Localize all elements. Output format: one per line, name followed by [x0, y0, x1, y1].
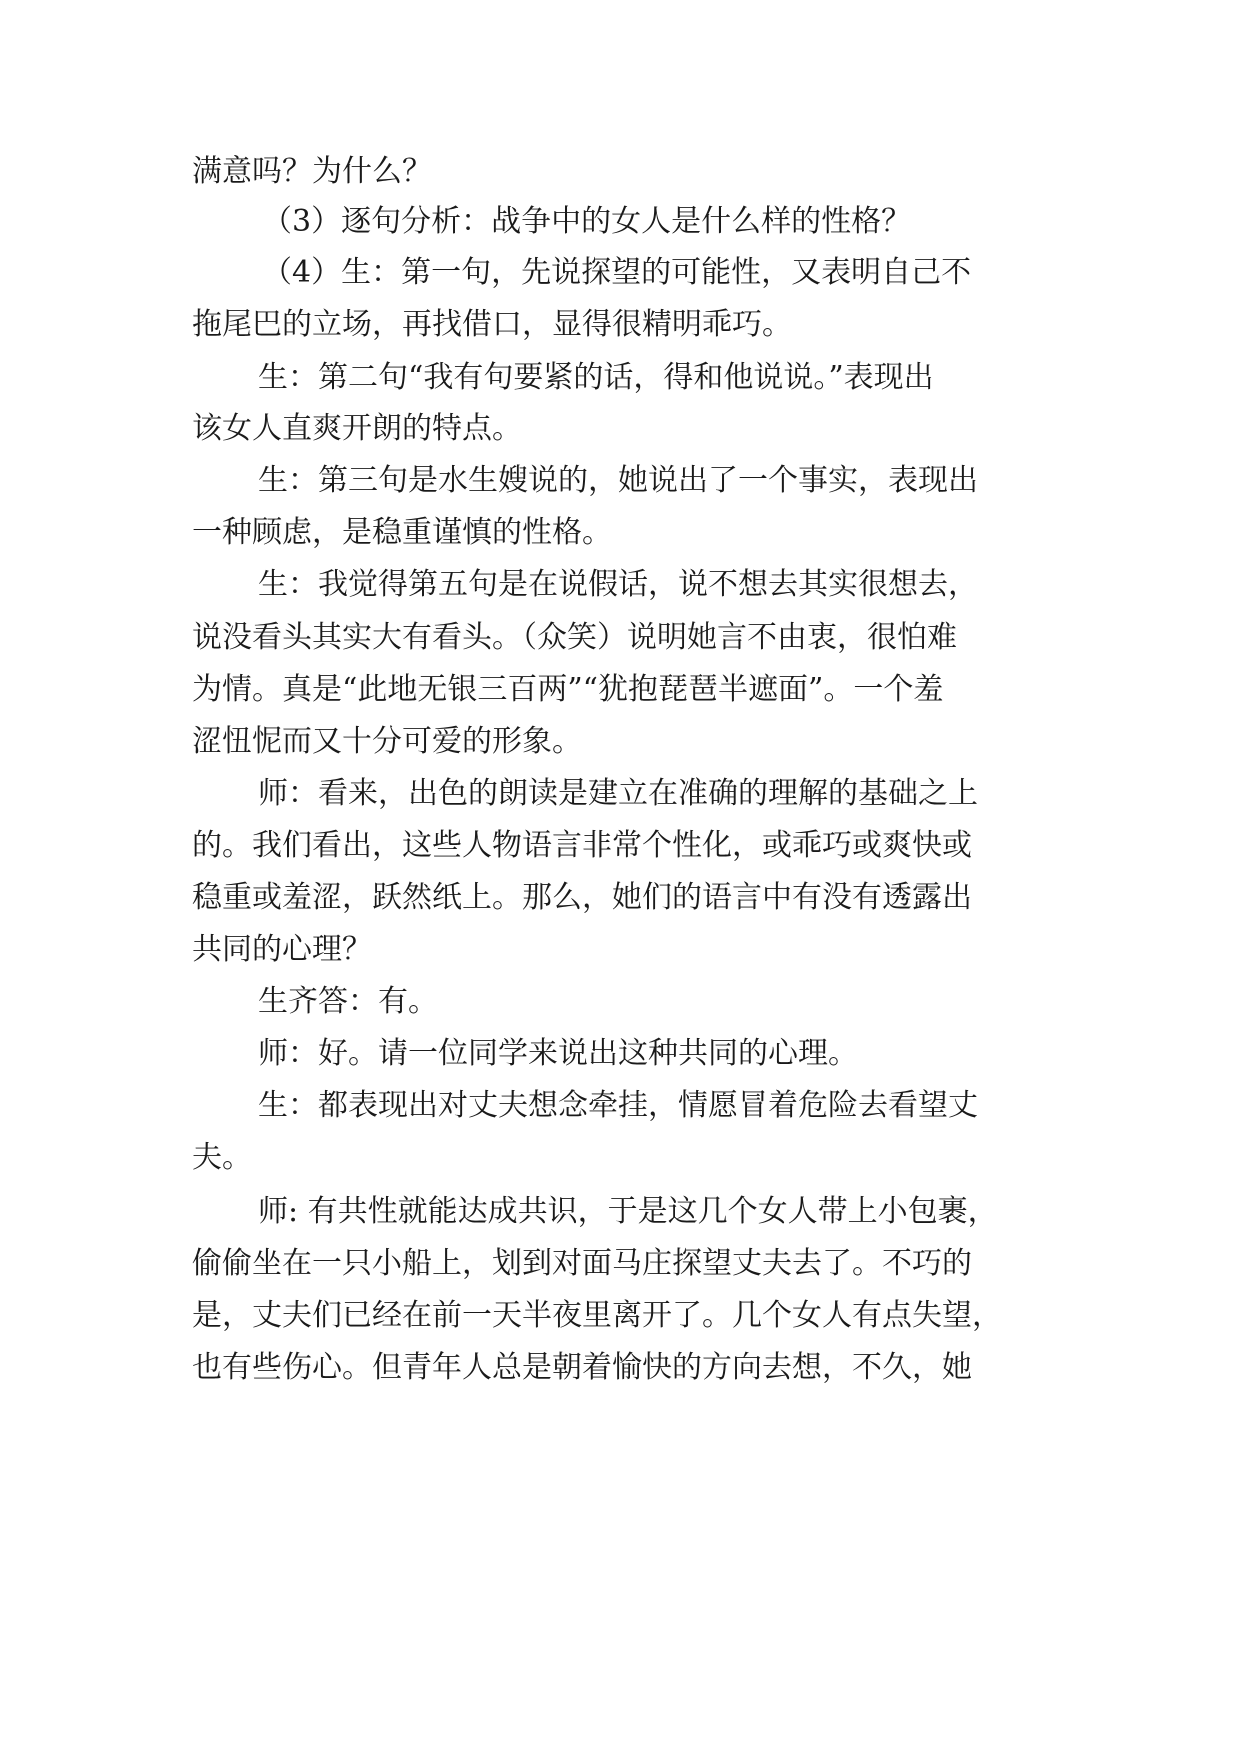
- text-line: 夫。: [192, 1140, 252, 1175]
- text-line: 涩忸怩而又十分可爱的形象。: [192, 724, 582, 759]
- text-line: 一种顾虑，是稳重谨慎的性格。: [192, 515, 612, 550]
- text-line: 拖尾巴的立场，再找借口，显得很精明乖巧。: [192, 307, 792, 342]
- text-line: 的。我们看出，这些人物语言非常个性化，或乖巧或爽快或: [192, 828, 972, 863]
- text-line: 生齐答：有。: [258, 984, 438, 1019]
- text-line: 生：第二句“我有句要紧的话，得和他说说。”表现出: [258, 360, 934, 395]
- text-line: 满意吗？为什么？: [192, 154, 432, 189]
- text-line: 稳重或羞涩，跃然纸上。那么，她们的语言中有没有透露出: [192, 880, 972, 915]
- text-line: 是，丈夫们已经在前一天半夜里离开了。几个女人有点失望，: [192, 1298, 1002, 1333]
- text-line: 师: 有共性就能达成共识，于是这几个女人带上小包裹，: [258, 1194, 998, 1229]
- text-line: 也有些伤心。但青年人总是朝着愉快的方向去想，不久，她: [192, 1350, 972, 1385]
- text-line: 生：都表现出对丈夫想念牵挂，情愿冒着危险去看望丈: [258, 1088, 978, 1123]
- text-line: 师：看来，出色的朗读是建立在准确的理解的基础之上: [258, 776, 978, 811]
- text-line: （4）生：第一句，先说探望的可能性，又表明自己不: [262, 255, 972, 290]
- text-line: 生：我觉得第五句是在说假话，说不想去其实很想去，: [258, 567, 978, 602]
- text-line: 该女人直爽开朗的特点。: [192, 411, 522, 446]
- text-line: 偷偷坐在一只小船上，划到对面马庄探望丈夫去了。不巧的: [192, 1246, 972, 1281]
- text-line: 为情。真是“此地无银三百两”“犹抱琵琶半遮面”。一个羞: [192, 672, 944, 707]
- text-line: 共同的心理？: [192, 932, 372, 967]
- text-line: 生：第三句是水生嫂说的，她说出了一个事实，表现出: [258, 463, 978, 498]
- text-line: 说没看头其实大有看头。（众笑）说明她言不由衷，很怕难: [192, 620, 957, 655]
- text-line: 师：好。请一位同学来说出这种共同的心理。: [258, 1036, 858, 1071]
- text-line: （3）逐句分析：战争中的女人是什么样的性格？: [262, 204, 912, 239]
